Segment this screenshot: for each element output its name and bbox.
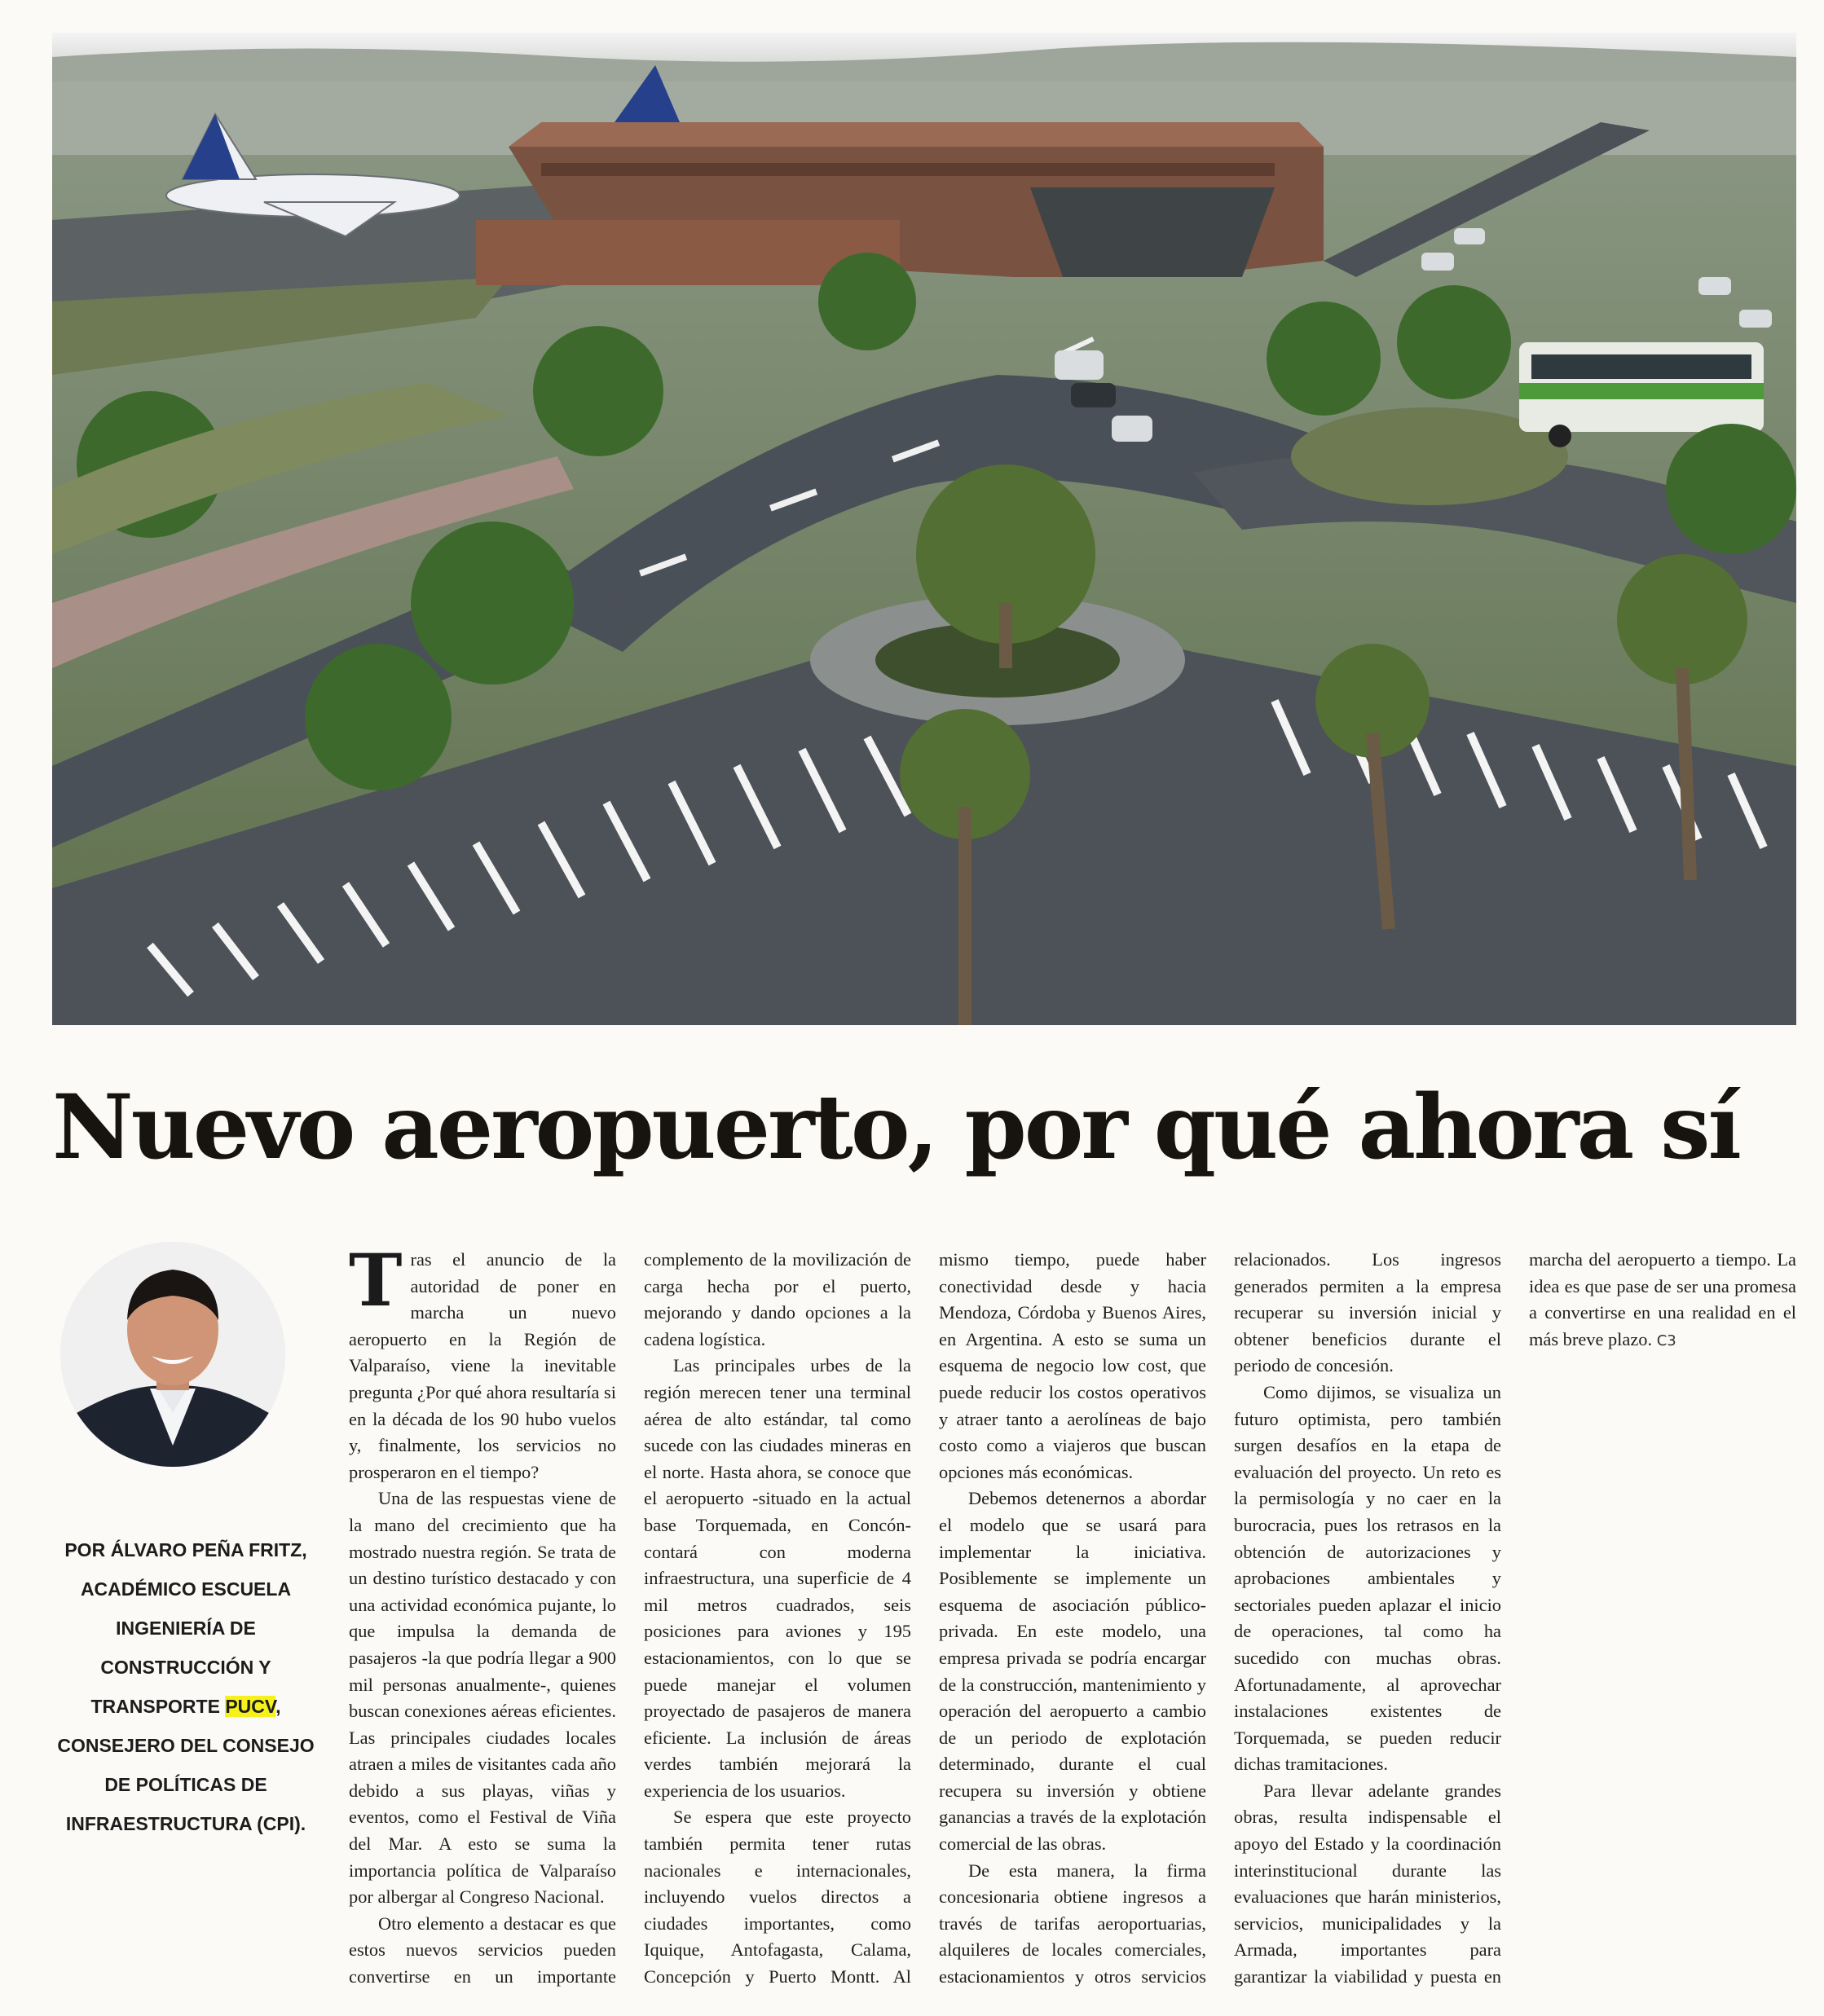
article-paragraph: Debemos detenernos a abordar el modelo que se usará para implementar la iniciativa. Posiblemente se implemente un esquema de asociación público-privada. En este modelo, una empresa privada se podría encargar de la construcción, mantenimiento y operación del aeropuerto a cambio de un periodo de explotación determinado, durante el cual recupera su inversión y obtiene ganancias a través de la explotación comercial de las obras.: [939, 1488, 1206, 1855]
article-paragraph: Una de las respuestas viene de la mano del crecimiento que ha mostrado nuestra región. Se trata de un destino turístico destacado y con una actividad económica pujante, lo que impulsa la demanda de pasajeros -la que podría llegar a 900 mil personas anualmente-, quienes buscan conexiones aéreas eficientes. Las principales ciudades locales atraen a miles de visitantes cada año debido a sus playas, viñas y eventos, como el Festival de Viña del Mar. A esto se suma la importancia política de Valparaíso por albergar al Congreso Nacional.: [349, 1488, 616, 1908]
byline-author: POR ÁLVARO PEÑA FRITZ, ACADÉMICO ESCUELA INGENIERÍA DE CONSTRUCCIÓN Y TRANSPORTE: [64, 1539, 307, 1717]
article-paragraph: Se espera que este proyecto también permita tener rutas nacionales e internacionales, incluyendo vuelos directos a ciudades importantes, como Iquique, Antofagasta, Calama, Concepción y Puerto Montt. Al mismo tiempo, puede haber conectividad desde y hacia Mendoza, Córdoba y Buenos Aires, en Argentina. A esto se suma un esquema de negocio low cost, que puede reducir los costos operativos y atraer tanto a aerolíneas de bajo costo como a viajeros que buscan opciones más económicas.: [644, 1249, 1206, 1987]
byline-roles: , CONSEJERO DEL CONSEJO DE POLÍTICAS DE INFRAESTRUCTURA (CPI).: [57, 1696, 315, 1834]
article-paragraph: Como dijimos, se visualiza un futuro optimista, pero también surgen desafíos en la etapa de evaluación del proyecto. Un reto es la permisología y no caer en la burocracia, pues los retrasos en la obtención de autorizaciones y aprobaciones ambientales y sectoriales pueden aplazar el inicio de operaciones, tal como ha sucedido con muchas obras. Afortunadamente, al aprovechar instalaciones existentes de Torquemada, se pueden reducir dichas tramitaciones.: [1234, 1381, 1501, 1775]
article-paragraph-text: Para llevar adelante grandes obras, resulta indispensable el apoyo del Estado y la coordinación interinstitucional durante las evaluaciones que harán ministerios, servicios, municipalidades y la Armada, importantes para garantizar la viabilidad y puesta en marcha del aeropuerto a tiempo. La idea es que pase de ser una promesa a convertirse en una realidad en el más breve plazo.: [1234, 1249, 1796, 1987]
article-body: [349, 1247, 1796, 2005]
article-paragraph: De esta manera, la firma concesionaria obtiene ingresos a través de tarifas aeroportuarias, alquileres de locales comerciales, estacionamientos y otros servicios relacionados. Los ingresos generados permiten a la empresa recuperar su inversión inicial y obtener beneficios durante el periodo de concesión.: [939, 1249, 1501, 1987]
byline: [52, 1530, 319, 1843]
headline: Nuevo aeropuerto, por qué ahora sí: [52, 1075, 1739, 1179]
article-paragraph: [349, 1247, 616, 1486]
end-mark: C3: [1656, 1332, 1676, 1349]
article-paragraph: Otro elemento a destacar es que estos nuevos servicios pueden convertirse en un importante complemento de la movilización de carga hecha por el puerto, mejorando y dando opciones a la cadena logística.: [349, 1249, 911, 1987]
airport-rendering: [52, 33, 1796, 1025]
article-paragraph-text: ras el anuncio de la autoridad de poner en marcha un nuevo aeropuerto en la Región de Valparaíso, viene la inevitable pregunta ¿Por qué ahora resultaría si en la década de los 90 hubo vuelos y, finalmente, los servicios no prosperaron en el tiempo?: [349, 1249, 616, 1482]
airport-rendering-illustration: [52, 33, 1796, 1025]
author-portrait-illustration: [60, 1242, 285, 1467]
article-paragraph: Las principales urbes de la región merecen tener una terminal aérea de alto estándar, tal como sucede con las ciudades mineras en el norte. Hasta ahora, se conoce que el aeropuerto -situado en la actual base Torquemada, en Concón- contará con moderna infraestructura, una superficie de 4 mil metros cuadrados, seis posiciones para aviones y 195 estacionamientos, con lo que se puede manejar el volumen proyectado de pasajeros de manera eficiente. La inclusión de áreas verdes también mejorará la experiencia de los usuarios.: [644, 1355, 911, 1801]
byline-affiliation-highlight: PUCV: [225, 1696, 276, 1717]
drop-cap: T: [349, 1247, 403, 1323]
author-photo: [60, 1242, 285, 1467]
